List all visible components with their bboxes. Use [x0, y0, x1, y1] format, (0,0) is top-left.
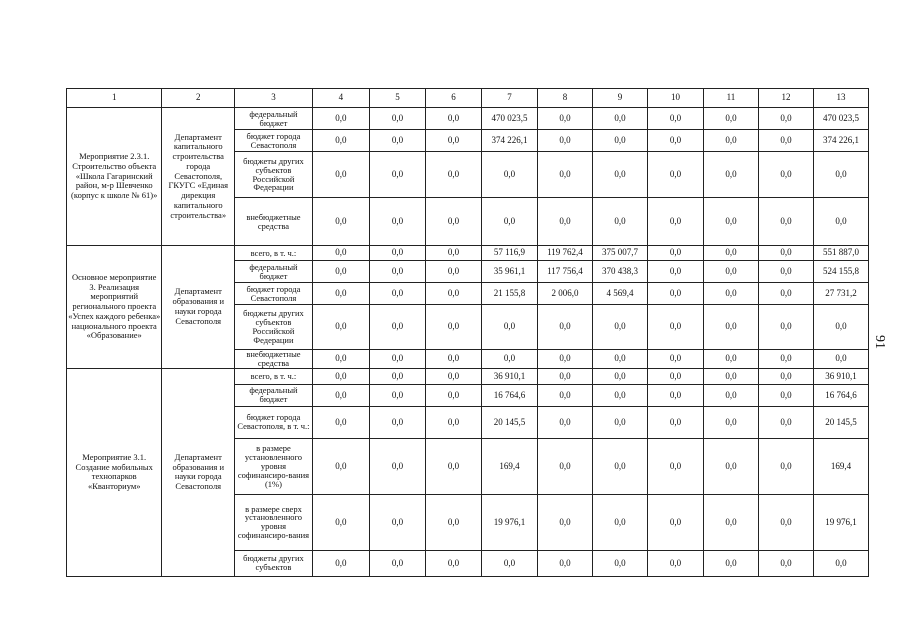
funding-source-cell: федеральный бюджет — [235, 261, 313, 283]
value-cell: 0,0 — [312, 384, 369, 406]
value-cell: 0,0 — [537, 108, 592, 130]
value-cell: 0,0 — [813, 550, 868, 576]
value-cell: 0,0 — [813, 152, 868, 198]
value-cell: 0,0 — [703, 494, 758, 550]
value-cell: 0,0 — [703, 368, 758, 384]
value-cell: 0,0 — [592, 550, 647, 576]
value-cell: 0,0 — [369, 550, 425, 576]
column-header: 6 — [425, 89, 481, 108]
value-cell: 0,0 — [703, 384, 758, 406]
value-cell: 0,0 — [703, 305, 758, 350]
value-cell: 0,0 — [592, 305, 647, 350]
column-header: 8 — [537, 89, 592, 108]
funding-source-cell: всего, в т. ч.: — [235, 246, 313, 261]
value-cell: 0,0 — [481, 305, 537, 350]
value-cell: 35 961,1 — [481, 261, 537, 283]
value-cell: 0,0 — [481, 350, 537, 369]
value-cell: 0,0 — [425, 305, 481, 350]
value-cell: 0,0 — [758, 261, 813, 283]
value-cell: 0,0 — [369, 406, 425, 438]
value-cell: 0,0 — [592, 198, 647, 246]
value-cell: 0,0 — [592, 108, 647, 130]
value-cell: 0,0 — [369, 152, 425, 198]
value-cell: 0,0 — [425, 283, 481, 305]
value-cell: 374 226,1 — [813, 130, 868, 152]
value-cell: 27 731,2 — [813, 283, 868, 305]
value-cell: 0,0 — [425, 438, 481, 494]
value-cell: 16 764,6 — [481, 384, 537, 406]
value-cell: 0,0 — [703, 152, 758, 198]
value-cell: 4 569,4 — [592, 283, 647, 305]
value-cell: 0,0 — [537, 198, 592, 246]
value-cell: 0,0 — [425, 152, 481, 198]
funding-source-cell: внебюджетные средства — [235, 198, 313, 246]
column-header: 13 — [813, 89, 868, 108]
column-header: 2 — [162, 89, 235, 108]
value-cell: 0,0 — [312, 550, 369, 576]
value-cell: 0,0 — [537, 152, 592, 198]
value-cell: 0,0 — [425, 130, 481, 152]
funding-table — [66, 88, 869, 577]
value-cell: 0,0 — [481, 198, 537, 246]
value-cell: 0,0 — [537, 406, 592, 438]
executor-cell: Департамент образования и науки города Севастополя — [162, 368, 235, 576]
value-cell: 16 764,6 — [813, 384, 868, 406]
value-cell: 0,0 — [758, 152, 813, 198]
table-row — [67, 368, 869, 384]
value-cell: 0,0 — [647, 152, 703, 198]
value-cell: 0,0 — [758, 406, 813, 438]
value-cell: 551 887,0 — [813, 246, 868, 261]
value-cell: 0,0 — [758, 283, 813, 305]
value-cell: 0,0 — [537, 350, 592, 369]
funding-source-cell: федеральный бюджет — [235, 384, 313, 406]
value-cell: 0,0 — [312, 152, 369, 198]
value-cell: 0,0 — [813, 305, 868, 350]
value-cell: 0,0 — [703, 130, 758, 152]
column-header: 7 — [481, 89, 537, 108]
value-cell: 0,0 — [312, 246, 369, 261]
value-cell: 0,0 — [758, 494, 813, 550]
column-header: 12 — [758, 89, 813, 108]
value-cell: 0,0 — [758, 438, 813, 494]
value-cell: 0,0 — [647, 550, 703, 576]
value-cell: 19 976,1 — [481, 494, 537, 550]
value-cell: 0,0 — [703, 283, 758, 305]
value-cell: 0,0 — [647, 494, 703, 550]
funding-source-cell: бюджет города Севастополя — [235, 283, 313, 305]
column-header: 1 — [67, 89, 162, 108]
value-cell: 0,0 — [425, 368, 481, 384]
value-cell: 0,0 — [647, 368, 703, 384]
value-cell: 0,0 — [537, 130, 592, 152]
funding-source-cell: бюджет города Севастополя, в т. ч.: — [235, 406, 313, 438]
page-number: 91 — [872, 335, 887, 349]
value-cell: 0,0 — [369, 283, 425, 305]
value-cell: 20 145,5 — [813, 406, 868, 438]
value-cell: 0,0 — [758, 368, 813, 384]
value-cell: 119 762,4 — [537, 246, 592, 261]
value-cell: 0,0 — [647, 246, 703, 261]
value-cell: 0,0 — [369, 384, 425, 406]
column-header: 9 — [592, 89, 647, 108]
column-header: 5 — [369, 89, 425, 108]
value-cell: 0,0 — [369, 130, 425, 152]
value-cell: 0,0 — [425, 198, 481, 246]
value-cell: 0,0 — [592, 438, 647, 494]
value-cell: 0,0 — [537, 550, 592, 576]
value-cell: 0,0 — [647, 261, 703, 283]
value-cell: 0,0 — [369, 198, 425, 246]
value-cell: 0,0 — [592, 494, 647, 550]
value-cell: 0,0 — [312, 305, 369, 350]
value-cell: 20 145,5 — [481, 406, 537, 438]
column-header: 11 — [703, 89, 758, 108]
value-cell: 0,0 — [592, 350, 647, 369]
value-cell: 0,0 — [647, 108, 703, 130]
value-cell: 0,0 — [758, 198, 813, 246]
value-cell: 19 976,1 — [813, 494, 868, 550]
value-cell: 0,0 — [647, 305, 703, 350]
value-cell: 0,0 — [703, 198, 758, 246]
column-header: 10 — [647, 89, 703, 108]
value-cell: 0,0 — [758, 350, 813, 369]
value-cell: 0,0 — [369, 305, 425, 350]
value-cell: 0,0 — [703, 406, 758, 438]
funding-source-cell: бюджеты других субъектов — [235, 550, 313, 576]
value-cell: 0,0 — [312, 198, 369, 246]
value-cell: 0,0 — [758, 305, 813, 350]
value-cell: 0,0 — [758, 384, 813, 406]
value-cell: 375 007,7 — [592, 246, 647, 261]
value-cell: 0,0 — [647, 283, 703, 305]
value-cell: 524 155,8 — [813, 261, 868, 283]
funding-source-cell: федеральный бюджет — [235, 108, 313, 130]
value-cell: 0,0 — [703, 261, 758, 283]
value-cell: 0,0 — [369, 494, 425, 550]
value-cell: 370 438,3 — [592, 261, 647, 283]
value-cell: 0,0 — [758, 108, 813, 130]
value-cell: 169,4 — [813, 438, 868, 494]
value-cell: 0,0 — [425, 261, 481, 283]
table-row — [67, 246, 869, 261]
value-cell: 36 910,1 — [481, 368, 537, 384]
value-cell: 0,0 — [592, 130, 647, 152]
value-cell: 0,0 — [369, 350, 425, 369]
table-body — [67, 89, 869, 577]
value-cell: 0,0 — [647, 198, 703, 246]
value-cell: 0,0 — [425, 108, 481, 130]
value-cell: 0,0 — [369, 368, 425, 384]
header-row — [67, 89, 869, 108]
funding-source-cell: в размере сверх установленного уровня софинансиро-вания — [235, 494, 313, 550]
funding-source-cell: бюджеты других субъектов Российской Федерации — [235, 152, 313, 198]
value-cell: 117 756,4 — [537, 261, 592, 283]
value-cell: 0,0 — [537, 368, 592, 384]
value-cell: 0,0 — [425, 350, 481, 369]
value-cell: 0,0 — [758, 246, 813, 261]
value-cell: 21 155,8 — [481, 283, 537, 305]
value-cell: 0,0 — [703, 108, 758, 130]
measure-cell: Мероприятие 3.1. Создание мобильных технопарков «Кванториум» — [67, 368, 162, 576]
value-cell: 470 023,5 — [813, 108, 868, 130]
funding-source-cell: всего, в т. ч.: — [235, 368, 313, 384]
value-cell: 0,0 — [813, 350, 868, 369]
value-cell: 0,0 — [425, 406, 481, 438]
value-cell: 36 910,1 — [813, 368, 868, 384]
column-header: 3 — [235, 89, 313, 108]
measure-cell: Мероприятие 2.3.1. Строительство объекта «Школа Гагаринский район, м-р Шевченко (корпус к школе № 61)» — [67, 108, 162, 246]
value-cell: 0,0 — [758, 130, 813, 152]
value-cell: 0,0 — [312, 494, 369, 550]
value-cell: 470 023,5 — [481, 108, 537, 130]
funding-source-cell: бюджеты других субъектов Российской Федерации — [235, 305, 313, 350]
value-cell: 0,0 — [312, 406, 369, 438]
value-cell: 0,0 — [537, 384, 592, 406]
value-cell: 0,0 — [647, 406, 703, 438]
value-cell: 0,0 — [592, 152, 647, 198]
value-cell: 2 006,0 — [537, 283, 592, 305]
value-cell: 0,0 — [312, 130, 369, 152]
value-cell: 0,0 — [369, 438, 425, 494]
executor-cell: Департамент капитального строительства города Севастополя, ГКУГС «Единая дирекция капитального строительства» — [162, 108, 235, 246]
value-cell: 0,0 — [813, 198, 868, 246]
value-cell: 0,0 — [647, 350, 703, 369]
value-cell: 0,0 — [312, 368, 369, 384]
value-cell: 0,0 — [425, 494, 481, 550]
table-row — [67, 108, 869, 130]
value-cell: 0,0 — [703, 438, 758, 494]
value-cell: 0,0 — [647, 130, 703, 152]
value-cell: 0,0 — [369, 108, 425, 130]
value-cell: 0,0 — [481, 152, 537, 198]
value-cell: 0,0 — [703, 550, 758, 576]
value-cell: 0,0 — [703, 350, 758, 369]
funding-source-cell: в размере установленного уровня софинансиро-вания (1%) — [235, 438, 313, 494]
value-cell: 0,0 — [425, 384, 481, 406]
value-cell: 0,0 — [703, 246, 758, 261]
value-cell: 169,4 — [481, 438, 537, 494]
value-cell: 0,0 — [592, 384, 647, 406]
value-cell: 0,0 — [537, 494, 592, 550]
value-cell: 0,0 — [537, 305, 592, 350]
value-cell: 0,0 — [481, 550, 537, 576]
measure-cell: Основное мероприятие 3. Реализация мероприятий регионального проекта «Успех каждого ребенка» национального проекта «Образование» — [67, 246, 162, 369]
value-cell: 0,0 — [592, 368, 647, 384]
value-cell: 0,0 — [369, 246, 425, 261]
value-cell: 0,0 — [312, 350, 369, 369]
value-cell: 0,0 — [312, 108, 369, 130]
value-cell: 0,0 — [647, 438, 703, 494]
value-cell: 0,0 — [312, 438, 369, 494]
value-cell: 374 226,1 — [481, 130, 537, 152]
value-cell: 0,0 — [758, 550, 813, 576]
value-cell: 0,0 — [592, 406, 647, 438]
value-cell: 0,0 — [369, 261, 425, 283]
funding-source-cell: внебюджетные средства — [235, 350, 313, 369]
funding-source-cell: бюджет города Севастополя — [235, 130, 313, 152]
value-cell: 57 116,9 — [481, 246, 537, 261]
value-cell: 0,0 — [312, 261, 369, 283]
executor-cell: Департамент образования и науки города Севастополя — [162, 246, 235, 369]
value-cell: 0,0 — [537, 438, 592, 494]
value-cell: 0,0 — [647, 384, 703, 406]
value-cell: 0,0 — [425, 246, 481, 261]
column-header: 4 — [312, 89, 369, 108]
value-cell: 0,0 — [425, 550, 481, 576]
value-cell: 0,0 — [312, 283, 369, 305]
